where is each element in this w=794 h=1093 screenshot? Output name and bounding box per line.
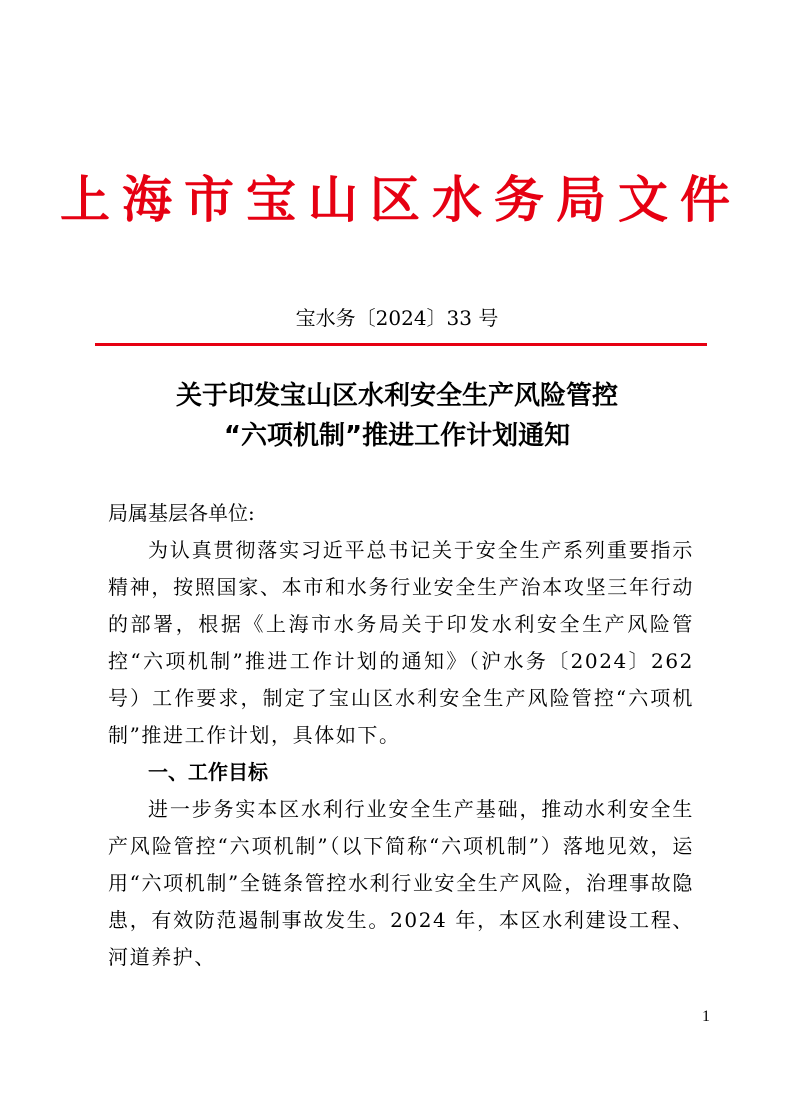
page-number: 1 (702, 1008, 710, 1025)
document-number: 宝水务〔2024〕33 号 (295, 306, 499, 330)
document-body (108, 495, 694, 976)
section-heading-work-goals: 一、工作目标 (148, 760, 268, 784)
document-title-line-2: “六项机制”推进工作计划通知 (223, 421, 571, 451)
salutation: 局属基层各单位: (108, 501, 255, 525)
paragraph-intro: 为认真贯彻落实习近平总书记关于安全生产系列重要指示精神，按照国家、本市和水务行业安全生产治本攻坚三年行动的部署，根据《上海市水务局关于印发水利安全生产风险管控“六项机制”推进工作计划的通知》（沪水务〔2024〕262 号）工作要求，制定了宝山区水利安全生产风险管控“六项机制”推进工作计划，具体如下。 (108, 538, 694, 747)
red-divider-line (95, 343, 707, 346)
paragraph-work-goals: 进一步务实本区水利行业安全生产基础，推动水利安全生产风险管控“六项机制”（以下简称“六项机制”）落地见效，运用“六项机制”全链条管控水利行业安全生产风险，治理事故隐患，有效防范遏制事故发生。2024 年，本区水利建设工程、河道养护、 (108, 797, 694, 969)
issuing-authority-header: 上海市宝山区水务局文件 (60, 170, 742, 229)
document-title (100, 376, 694, 456)
document-title-line-1: 关于印发宝山区水利安全生产风险管控 (175, 381, 618, 411)
